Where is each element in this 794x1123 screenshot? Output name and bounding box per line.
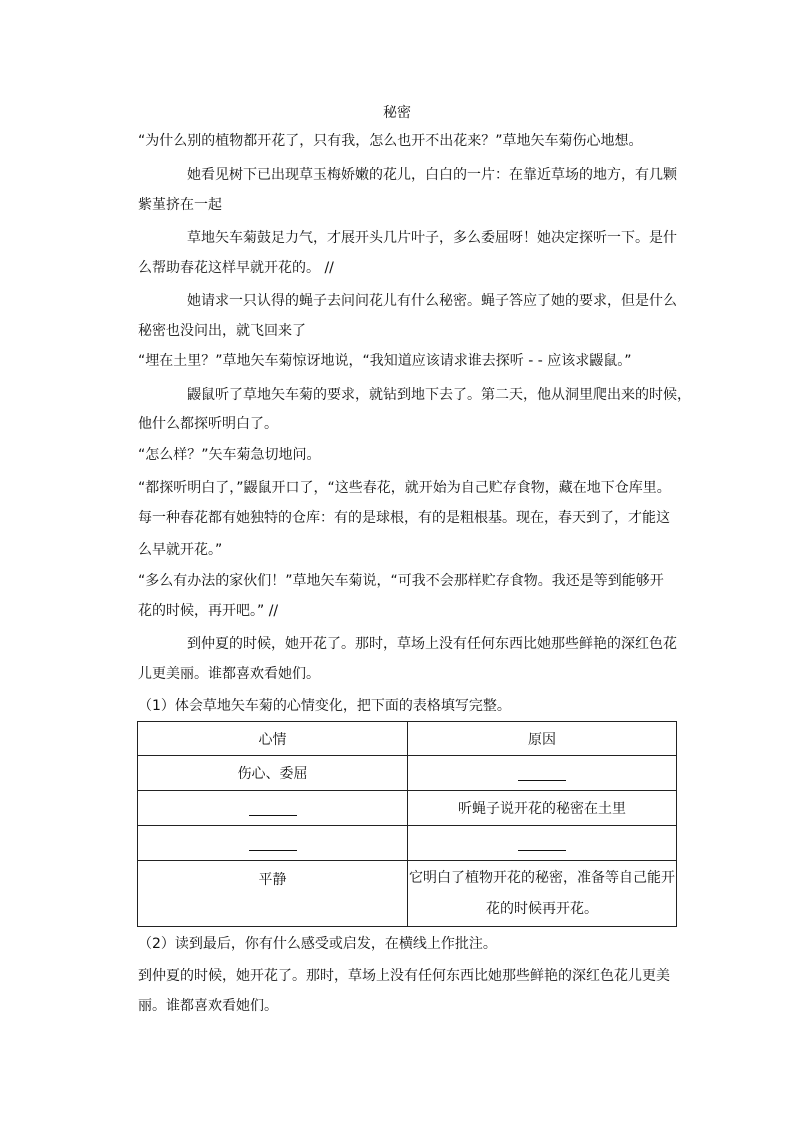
reason-cell: [408, 756, 677, 791]
table-row: [138, 756, 677, 791]
mood-cell: [138, 791, 408, 826]
mood-cell: 平静: [138, 861, 408, 927]
mood-table: [137, 721, 677, 927]
paragraph-line: “都探听明白了，”鼹鼠开口了，“这些春花，就开始为自己贮存食物，藏在地下仓库里。: [138, 480, 671, 496]
answer-blank[interactable]: [249, 836, 297, 851]
paragraph-line: 么帮助春花这样早就开花的。 //: [138, 260, 334, 276]
table-header-row: [138, 722, 677, 756]
reason-cell: 听蝇子说开花的秘密在土里: [408, 791, 677, 826]
paragraph-line: 花的时候，再开吧。” //: [138, 603, 279, 619]
paragraph-line: 她请求一只认得的蝇子去问问花儿有什么秘密。蝇子答应了她的要求，但是什么: [187, 293, 677, 309]
mood-cell: 伤心、委屈: [138, 756, 408, 791]
paragraph-line: 秘密也没问出，就飞回来了: [138, 323, 306, 339]
table-header-mood: 心情: [138, 722, 408, 756]
paragraph-line: 鼹鼠听了草地矢车菊的要求，就钻到地下去了。第二天，他从洞里爬出来的时候，: [187, 387, 691, 403]
question-2: （2）读到最后，你有什么感受或启发，在横线上作批注。: [138, 936, 497, 952]
paragraph-line: 草地矢车菊鼓足力气，才展开头几片叶子，多么委屈呀！她决定探听一下。是什: [187, 230, 677, 246]
paragraph-line: “埋在土里？”草地矢车菊惊讶地说，“我知道应该请求谁去探听 - - 应该求鼹鼠。”: [138, 353, 632, 369]
paragraph-line: “为什么别的植物都开花了，只有我，怎么也开不出花来？”草地矢车菊伤心地想。: [138, 133, 643, 149]
paragraph-line: 她看见树下已出现草玉梅娇嫩的花儿，白白的一片：在靠近草场的地方，有几颗: [187, 167, 677, 183]
reason-cell: [408, 826, 677, 861]
paragraph-line: “怎么样？”矢车菊急切地问。: [138, 447, 321, 463]
answer-blank[interactable]: [518, 836, 566, 851]
paragraph-line: 到仲夏的时候，她开花了。那时，草场上没有任何东西比她那些鲜艳的深红色花: [187, 636, 677, 652]
table-row: [138, 826, 677, 861]
table-row: [138, 861, 677, 927]
story-title: 秘密: [383, 105, 411, 121]
reason-line: 花的时候再开花。: [486, 900, 598, 917]
question-1: （1）体会草地矢车菊的心情变化，把下面的表格填写完整。: [138, 698, 511, 714]
table-row: [138, 791, 677, 826]
answer-blank[interactable]: [249, 801, 297, 816]
table-header-reason: 原因: [408, 722, 677, 756]
mood-cell: [138, 826, 408, 861]
paragraph-line: “多么有办法的家伙们！”草地矢车菊说，“可我不会那样贮存食物。我还是等到能够开: [138, 573, 664, 589]
reason-line: 它明白了植物开花的秘密，准备等自己能开: [409, 869, 675, 886]
paragraph-line: 么早就开花。”: [138, 542, 223, 558]
paragraph-line: 他什么都探听明白了。: [138, 416, 278, 432]
reason-cell: [408, 861, 677, 927]
paragraph-line: 紫堇挤在一起: [138, 197, 222, 213]
annotation-line: 丽。谁都喜欢看她们。: [138, 998, 278, 1014]
paragraph-line: 每一种春花都有她独特的仓库：有的是球根，有的是粗根基。现在，春天到了，才能这: [138, 510, 670, 526]
paragraph-line: 儿更美丽。谁都喜欢看她们。: [138, 666, 320, 682]
answer-blank[interactable]: [518, 766, 566, 781]
annotation-line: 到仲夏的时候，她开花了。那时，草场上没有任何东西比她那些鲜艳的深红色花儿更美: [138, 968, 670, 984]
